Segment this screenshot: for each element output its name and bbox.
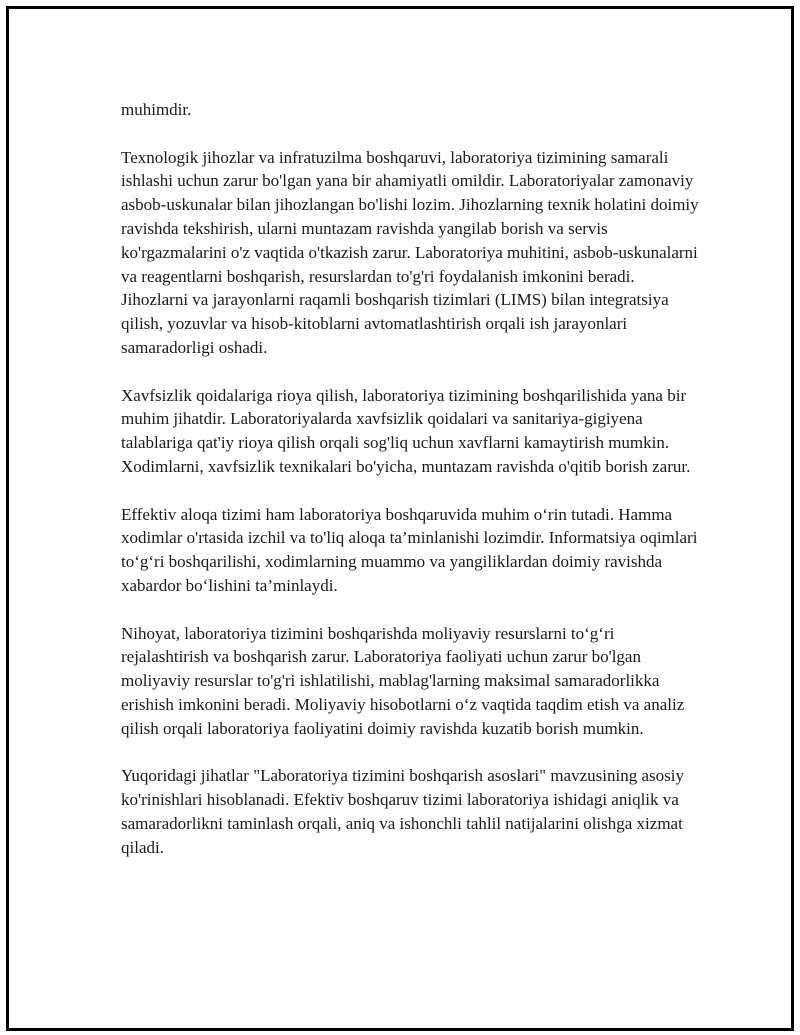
paragraph-communication-system: Effektiv aloqa tizimi ham laboratoriya boshqaruvida muhim o‘rin tutadi. Hamma xodimlar o'rtasida izchil va to'liq aloqa ta’minlanishi lozimdir. Informatsiya oqimlari to‘g‘ri boshqarilishi, xodimlarning muammo va yangiliklardan doimiy ravishda xabardor bo‘lishini ta’minlaydi. (121, 504, 698, 595)
paragraph-safety-rules: Xavfsizlik qoidalariga rioya qilish, laboratoriya tizimining boshqarilishida yana bir muhim jihatdir. Laboratoriyalarda xavfsizlik qoidalari va sanitariya-gigiyena talablariga qat'iy rioya qilish orqali sog'liq uchun xavflarni kamaytirish mumkin. Xodimlarni, xavfsizlik texnikalari bo'yicha, muntazam ravishda o'qitib borish zarur. (121, 385, 691, 476)
page-frame (6, 6, 794, 1031)
paragraph-continuation: muhimdir. (121, 100, 192, 119)
paragraph-conclusion: Yuqoridagi jihatlar "Laboratoriya tizimini boshqarish asoslari" mavzusining asosiy ko'rinishlari hisoblanadi. Efektiv boshqaruv tizimi laboratoriya ishidagi aniqlik va samaradorlikni taminlash orqali, aniq va ishonchli tahlil natijalarini olishga xizmat qiladi. (121, 766, 684, 857)
paragraph-technology-infrastructure: Texnologik jihozlar va infratuzilma boshqaruvi, laboratoriya tizimining samarali ishlashi uchun zarur bo'lgan yana bir ahamiyatli omildir. Laboratoriyalar zamonaviy asbob-uskunalar bilan jihozlangan bo'lishi lozim. Jihozlarning texnik holatini doimiy ravishda tekshirish, ularni muntazam ravishda yangilab borish va servis ko'rgazmalarini o'z vaqtida o'tkazish zarur. Laboratoriya muhitini, asbob-uskunalarni va reagentlarni boshqarish, resurslardan to'g'ri foydalanish imkonini beradi. Jihozlarni va jarayonlarni raqamli boshqarish tizimlari (LIMS) bilan integratsiya qilish, yozuvlar va hisob-kitoblarni avtomatlashtirish orqali ish jarayonlari samaradorligi oshadi. (121, 147, 699, 357)
paragraph-financial-resources: Nihoyat, laboratoriya tizimini boshqarishda moliyaviy resurslarni to‘g‘ri rejalashtirish va boshqarish zarur. Laboratoriya faoliyati uchun zarur bo'lgan moliyaviy resurslar to'g'ri ishlatilishi, mablag'larning maksimal samaradorlikka erishish imkonini beradi. Moliyaviy hisobotlarni o‘z vaqtida taqdim etish va analiz qilish orqali laboratoriya faoliyatini doimiy ravishda kuzatib borish mumkin. (121, 623, 685, 738)
document-body (121, 98, 701, 860)
